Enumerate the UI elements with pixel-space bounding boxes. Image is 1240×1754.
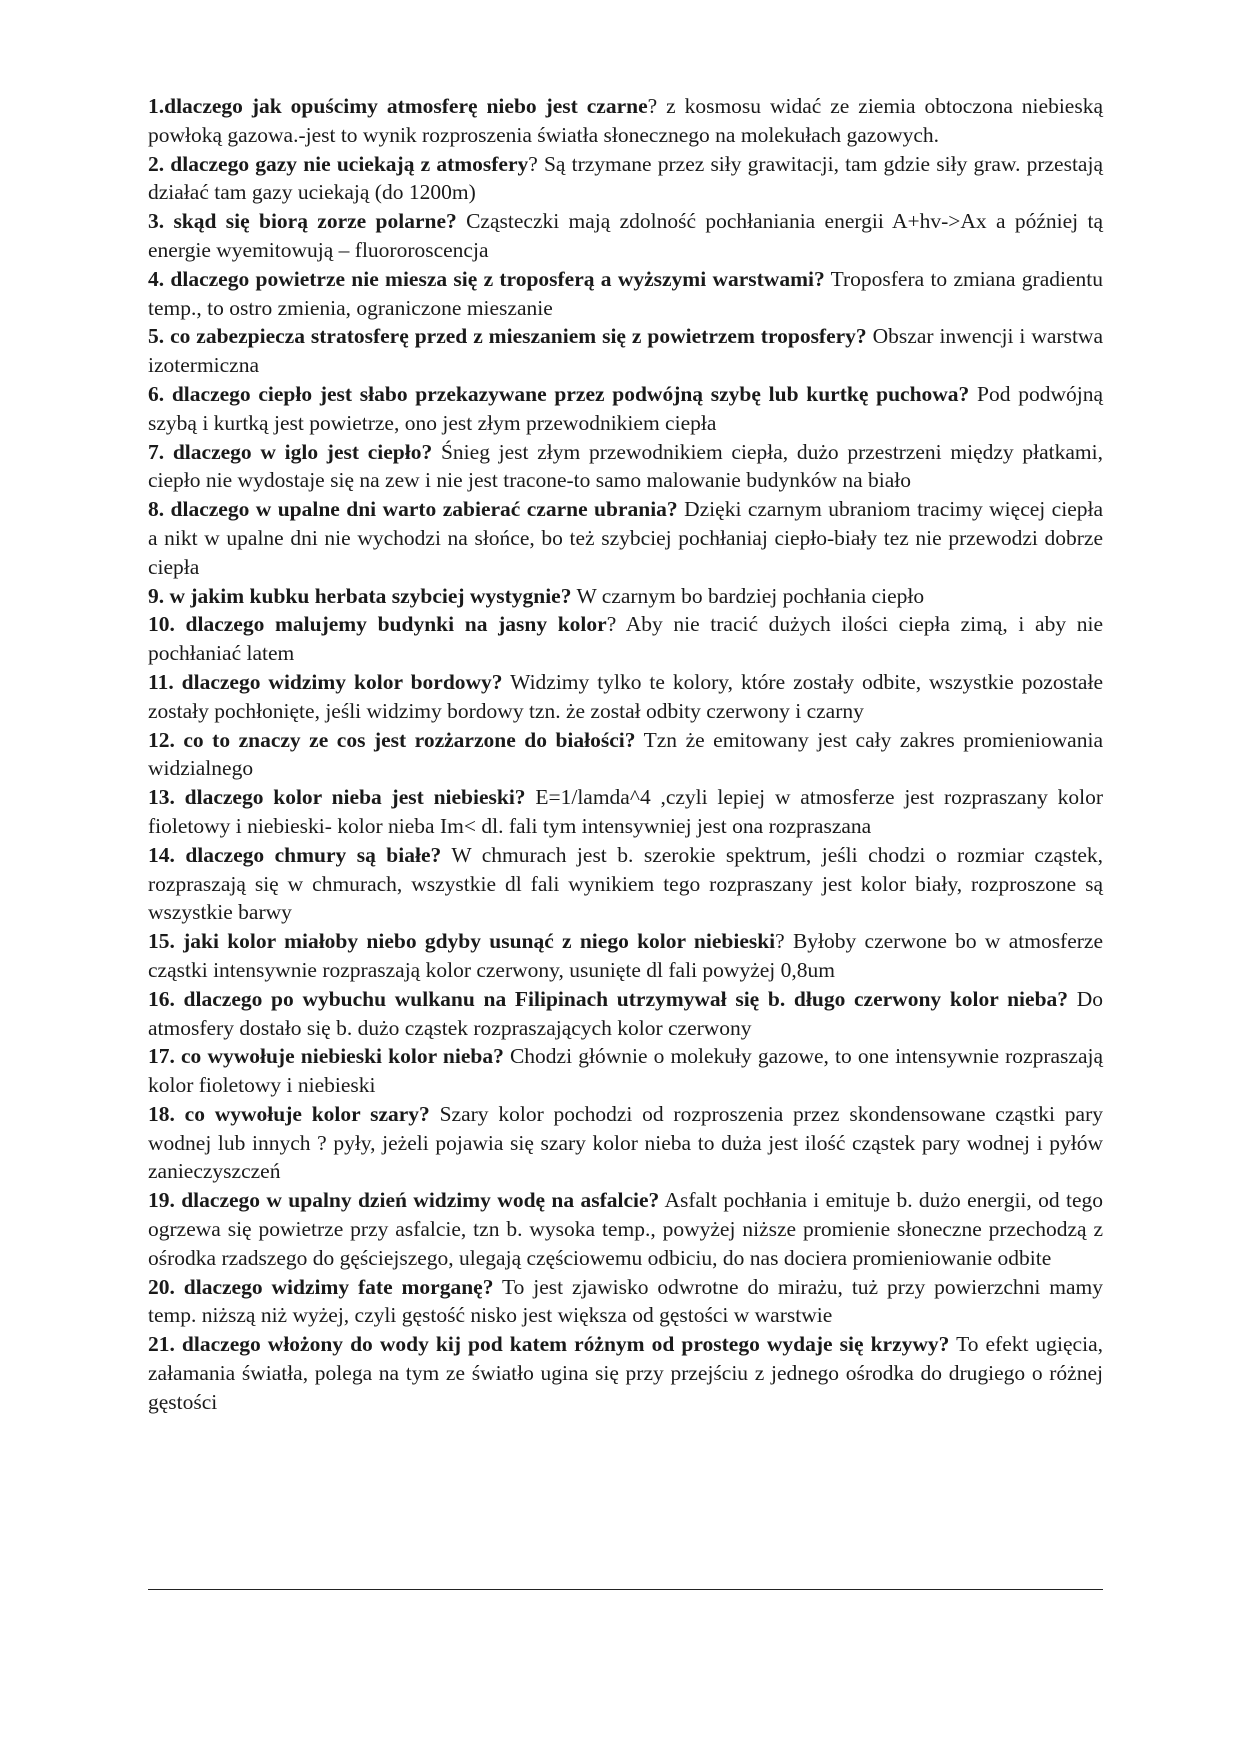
answer-21: To efekt ugięcia, załamania światła, polega na tym ze światło ugina się przy przejściu z jednego ośrodka do drugiego o różnej gęstości	[148, 1332, 1103, 1414]
qa-item-11	[148, 668, 1103, 726]
question-9: 9. w jakim kubku herbata szybciej wystygnie?	[148, 583, 572, 608]
question-17: 17. co wywołuje niebieski kolor nieba?	[148, 1044, 504, 1069]
question-7: 7. dlaczego w iglo jest ciepło?	[148, 439, 433, 464]
answer-5: Obszar inwencji i warstwa izotermiczna	[148, 324, 1103, 378]
answer-9: W czarnym bo bardziej pochłania ciepło	[571, 583, 925, 608]
question-20: 20. dlaczego widzimy fate morganę?	[148, 1274, 494, 1299]
question-18: 18. co wywołuje kolor szary?	[148, 1101, 430, 1126]
qa-item-5	[148, 322, 1103, 380]
qa-item-4	[148, 265, 1103, 323]
answer-15: ? Byłoby czerwone bo w atmosferze cząstki intensywnie rozpraszają kolor czerwony, usunięte dl fali powyżej 0,8um	[148, 929, 1104, 982]
qa-item-3	[148, 207, 1103, 265]
question-3: 3. skąd się biorą zorze polarne?	[148, 209, 457, 234]
answer-19: Asfalt pochłania i emituje b. dużo energii, od tego ogrzewa się powietrze przy asfalcie, tzn b. wysoka temp., powyżej niższe promienie słoneczne przechodzą z ośrodka rzadszego do gęściejszego, ulegają częściowemu odbiciu, do nas dociera promieniowanie odbite	[148, 1188, 1103, 1270]
qa-item-18	[148, 1100, 1103, 1186]
qa-item-8	[148, 495, 1103, 581]
qa-item-7	[148, 438, 1103, 496]
answer-12: Tzn że emitowany jest cały zakres promieniowania widzialnego	[148, 727, 1103, 781]
question-16: 16. dlaczego po wybuchu wulkanu na Filipinach utrzymywał się b. długo czerwony kolor nieba?	[148, 986, 1069, 1011]
answer-7: Śnieg jest złym przewodnikiem ciepła, dużo przestrzeni między płatkami, ciepło nie wydostaje się na zew i nie jest tracone-to samo malowanie budynków na biało	[148, 439, 1103, 493]
question-11: 11. dlaczego widzimy kolor bordowy?	[148, 669, 503, 694]
answer-10: ? Aby nie tracić dużych ilości ciepła zimą, i aby nie pochłaniać latem	[148, 612, 1103, 666]
question-1: 1.dlaczego jak opuścimy atmosferę niebo jest czarne	[148, 94, 648, 118]
qa-item-16	[148, 985, 1103, 1043]
qa-item-9	[148, 582, 1103, 611]
answer-11: Widzimy tylko te kolory, które zostały odbite, wszystkie pozostałe zostały pochłonięte, jeśli widzimy bordowy tzn. że został odbity czerwony i czarny	[148, 669, 1103, 723]
question-8: 8. dlaczego w upalne dni warto zabierać czarne ubrania?	[148, 497, 678, 522]
qa-item-20	[148, 1273, 1103, 1331]
question-14: 14. dlaczego chmury są białe?	[148, 842, 442, 867]
qa-item-13	[148, 783, 1103, 841]
qa-item-21	[148, 1330, 1103, 1416]
answer-16: Do atmosfery dostało się b. dużo cząstek rozpraszających kolor czerwony	[148, 986, 1104, 1040]
bottom-divider	[148, 1589, 1103, 1590]
answer-17: Chodzi głównie o molekuły gazowe, to one intensywnie rozpraszają kolor fioletowy i niebieski	[148, 1044, 1103, 1098]
answer-1: ? z kosmosu widać ze ziemia obtoczona niebieską powłoką gazowa.-jest to wynik rozproszenia światła słonecznego na molekułach gazowych.	[148, 94, 1103, 147]
question-5: 5. co zabezpiecza stratosferę przed z mieszaniem się z powietrzem troposfery?	[148, 324, 867, 349]
answer-3: Cząsteczki mają zdolność pochłaniania energii A+hv->Ax a później tą energie wyemitowują – fluororoscencja	[148, 209, 1103, 262]
answer-20: To jest zjawisko odwrotne do mirażu, tuż przy powierzchni mamy temp. niższą niż wyżej, czyli gęstość nisko jest większa od gęstości w warstwie	[148, 1274, 1103, 1328]
answer-6: Pod podwójną szybą i kurtką jest powietrze, ono jest złym przewodnikiem ciepła	[148, 381, 1104, 435]
question-10: 10. dlaczego malujemy budynki na jasny kolor	[148, 612, 607, 637]
qa-item-12	[148, 726, 1103, 784]
qa-item-19	[148, 1186, 1103, 1272]
answer-8: Dzięki czarnym ubraniom tracimy więcej ciepła a nikt w upalne dni nie wychodzi na słońce, bo też szybciej pochłaniaj ciepło-biały tez nie przewodzi dobrze ciepła	[148, 497, 1104, 579]
answer-13: E=1/lamda^4 ,czyli lepiej w atmosferze jest rozpraszany kolor fioletowy i niebieski- kolor nieba Im< dl. fali tym intensywniej jest ona rozpraszana	[148, 785, 1103, 838]
question-2: 2. dlaczego gazy nie uciekają z atmosfery	[148, 151, 529, 176]
qa-item-10	[148, 610, 1103, 668]
question-21: 21. dlaczego włożony do wody kij pod katem różnym od prostego wydaje się krzywy?	[148, 1332, 950, 1357]
answer-4: Troposfera to zmiana gradientu temp., to ostro zmienia, ograniczone mieszanie	[148, 266, 1103, 320]
qa-item-17	[148, 1042, 1103, 1100]
answer-14: W chmurach jest b. szerokie spektrum, jeśli chodzi o rozmiar cząstek, rozpraszają się w chmurach, wszystkie dl fali wynikiem tego rozpraszany jest kolor biały, rozproszone są wszystkie barwy	[148, 842, 1103, 925]
question-4: 4. dlaczego powietrze nie miesza się z troposferą a wyższymi warstwami?	[148, 266, 825, 291]
question-6: 6. dlaczego ciepło jest słabo przekazywane przez podwójną szybę lub kurtkę puchowa?	[148, 381, 970, 406]
qa-item-15	[148, 927, 1103, 985]
question-15: 15. jaki kolor miałoby niebo gdyby usunąć z niego kolor niebieski	[148, 929, 776, 954]
question-12: 12. co to znaczy ze cos jest rozżarzone do białości?	[148, 727, 636, 752]
qa-item-6	[148, 380, 1103, 438]
answer-2: ? Są trzymane przez siły grawitacji, tam gdzie siły graw. przestają działać tam gazy uciekają (do 1200m)	[148, 151, 1103, 205]
document-body	[148, 92, 1103, 1417]
qa-item-2	[148, 150, 1103, 208]
question-19: 19. dlaczego w upalny dzień widzimy wodę na asfalcie?	[148, 1188, 660, 1213]
qa-item-14	[148, 841, 1103, 927]
qa-item-1	[148, 92, 1103, 150]
question-13: 13. dlaczego kolor nieba jest niebieski?	[148, 785, 526, 810]
answer-18: Szary kolor pochodzi od rozproszenia przez skondensowane cząstki pary wodnej lub innych ? pyły, jeżeli pojawia się szary kolor nieba to duża jest ilość cząstek pary wodnej i pyłów zanieczyszczeń	[148, 1101, 1103, 1184]
